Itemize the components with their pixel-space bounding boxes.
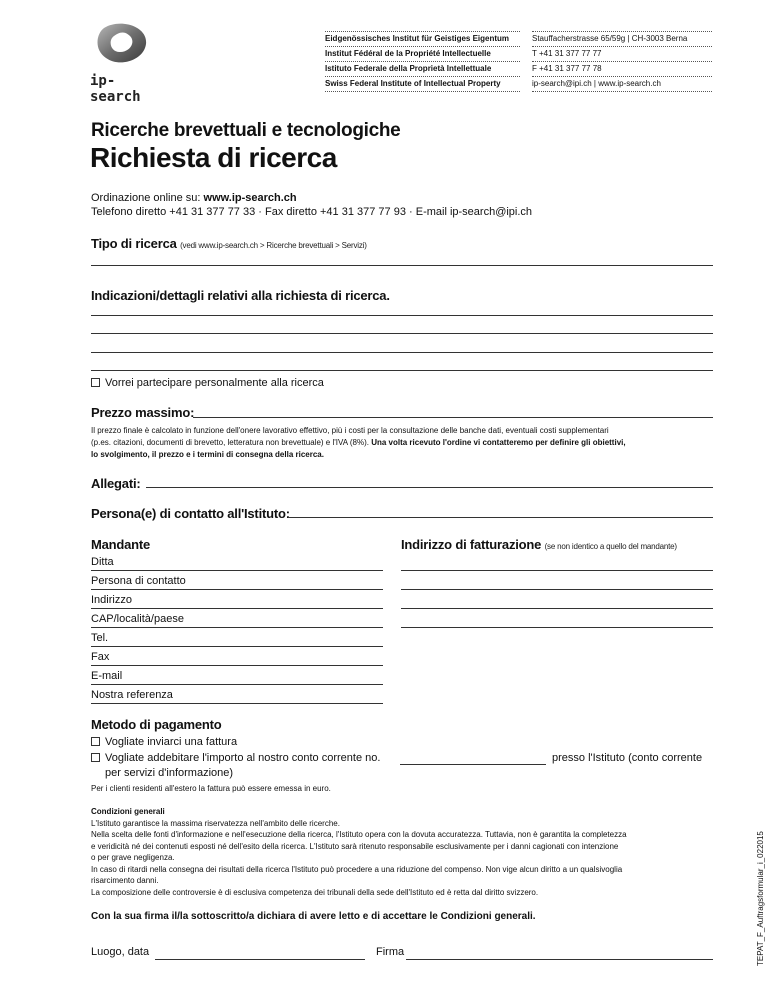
conto-number-line[interactable] [400,764,546,765]
field-indirizzo-line[interactable] [91,608,383,609]
addebito-label: Vogliate addebitare l'importo al nostro conto corrente no. [105,752,381,764]
addebito-checkbox[interactable] [91,753,100,762]
prezzo-label: Prezzo massimo: [91,405,195,420]
institute-fr: Institut Fédéral de la Propriété Intellectuelle [325,49,491,58]
prezzo-text-2: (p.es. citazioni, documenti di brevetto, letteratura non brevettuale) e l'IVA (8%). Una volta ricevuto l'ordine vi contatteremo per definire gli obiettivi, [91,438,626,447]
fatturazione-section [401,537,677,552]
field-tel-line[interactable] [91,646,383,647]
contact-phone: T +41 31 377 77 77 [532,49,602,58]
institute-de: Eidgenössisches Institut für Geistiges Eigentum [325,34,510,43]
field-cap: CAP/località/paese [91,613,184,625]
logo-text: ip-search [90,73,141,105]
condizioni-line: e veridicità né dei contenuti esposti né dell'esito della ricerca. L'Istituto sarà ritenuto responsabile esclusivamente per i danni cagionati con intenzione [91,841,619,851]
luogo-data-label: Luogo, data [91,946,150,958]
pagamento-label: Metodo di pagamento [91,717,222,732]
prezzo-text [91,425,626,461]
luogo-data-line[interactable] [155,959,365,960]
pagamento-option-fattura[interactable] [91,736,237,748]
field-tel: Tel. [91,632,109,644]
field-referenza-line[interactable] [91,703,383,704]
tipo-hint: (vedi www.ip-search.ch > Ricerche brevettuali > Servizi) [180,241,367,250]
prezzo-input-line[interactable] [193,417,713,418]
indicazioni-line-2[interactable] [91,333,713,334]
order-online-label: Ordinazione online su: [91,192,204,204]
contact-email-web: ip-search@ipi.ch | www.ip-search.ch [532,79,661,88]
allegati-input-line[interactable] [146,487,713,488]
partecipare-option[interactable] [91,377,324,389]
order-online-link[interactable]: www.ip-search.ch [203,192,297,204]
condizioni-block [91,806,627,898]
prezzo-text-2-bold: Una volta ricevuto l'ordine vi contatteremo per definire gli obiettivi, [371,438,626,447]
condizioni-line: risarcimento danni. [91,876,159,885]
indicazioni-line-4[interactable] [91,370,713,371]
field-referenza: Nostra referenza [91,689,173,701]
condizioni-line: Nella scelta delle fonti d'informazione e nell'esecuzione della ricerca, l'Istituto opera con la dovuta accuratezza. Tuttavia, non è garantita la completezza [91,830,627,839]
institute-en: Swiss Federal Institute of Intellectual Property [325,79,501,88]
fatturazione-hint: (se non identico a quello del mandante) [544,542,677,551]
condizioni-line: L'Istituto garantisce la massima riservatezza nell'ambito delle ricerche. [91,818,340,828]
tipo-label: Tipo di ricerca [91,236,177,251]
field-cap-line[interactable] [91,627,383,628]
allegati-label: Allegati: [91,476,141,491]
form-subtitle: Ricerche brevettuali e tecnologiche [91,120,401,141]
mandante-label: Mandante [91,537,151,552]
indicazioni-line-3[interactable] [91,352,713,353]
fatturazione-line-1[interactable] [401,570,713,571]
pagamento-option-addebito[interactable] [91,752,380,764]
firma-line[interactable] [406,959,713,960]
prezzo-text-3: lo svolgimento, il prezzo e i termini di consegna della ricerca. [91,450,324,459]
condizioni-title: Condizioni generali [91,807,165,816]
fatturazione-line-2[interactable] [401,589,713,590]
contact-fax: F +41 31 377 77 78 [532,64,602,73]
form-code: TEPAT_F_Auftragsformular_i_022015 [756,831,765,966]
order-online [91,192,297,204]
field-ditta-line[interactable] [91,570,383,571]
condizioni-line: In caso di ritardi nella consegna dei risultati della ricerca l'Istituto può procedere a una riduzione del compenso. Non vige alcun diritto a un qualsivoglia [91,864,623,874]
field-fax-line[interactable] [91,665,383,666]
prezzo-text-1: Il prezzo finale è calcolato in funzione dell'onere lavorativo effettivo, più i costi per la consultazione delle banche dati, eventuali costi supplementari [91,426,609,435]
indicazioni-line-1[interactable] [91,315,713,316]
indicazioni-label: Indicazioni/dettagli relativi alla richiesta di ricerca. [91,288,390,303]
tipo-section [91,236,367,251]
field-email: E-mail [91,670,123,682]
addebito-label-cont: presso l'Istituto (conto corrente [552,752,703,764]
condizioni-line: o per grave negligenza. [91,853,175,862]
fatturazione-label: Indirizzo di fatturazione [401,537,542,552]
ip-search-logo [90,22,160,105]
fattura-label: Vogliate inviarci una fattura [105,736,238,748]
field-ditta: Ditta [91,556,114,568]
contact-address: Stauffacherstrasse 65/59g | CH-3003 Berna [532,34,688,43]
pagamento-note: Per i clienti residenti all'estero la fattura può essere emessa in euro. [91,784,331,793]
fattura-checkbox[interactable] [91,737,100,746]
fatturazione-line-4[interactable] [401,627,713,628]
firma-label: Firma [376,946,405,958]
page-title: Richiesta di ricerca [90,142,337,173]
logo-mark-icon [90,22,160,66]
field-fax: Fax [91,651,110,663]
partecipare-label: Vorrei partecipare personalmente alla ricerca [105,377,324,389]
partecipare-checkbox[interactable] [91,378,100,387]
institute-it: Istituto Federale della Proprietà Intellettuale [325,64,492,73]
fatturazione-line-3[interactable] [401,608,713,609]
contatto-input-line[interactable] [288,517,713,518]
contatto-label: Persona(e) di contatto all'Istituto: [91,506,290,521]
addebito-label-end: per servizi d'informazione) [105,767,234,779]
tipo-input-line[interactable] [91,265,713,266]
order-phone-line: Telefono diretto +41 31 377 77 33 · Fax diretto +41 31 377 77 93 · E-mail ip-search@ipi.ch [91,206,533,218]
firma-declaration: Con la sua firma il/la sottoscritto/a dichiara di avere letto e di accettare le Condizioni generali. [91,911,536,922]
field-indirizzo: Indirizzo [91,594,132,606]
field-persona-line[interactable] [91,589,383,590]
field-email-line[interactable] [91,684,383,685]
field-persona: Persona di contatto [91,575,186,587]
condizioni-line: La composizione delle controversie è di esclusiva competenza dei tribunali della sede dell'Istituto ed è retta dal diritto svizzero. [91,887,539,897]
